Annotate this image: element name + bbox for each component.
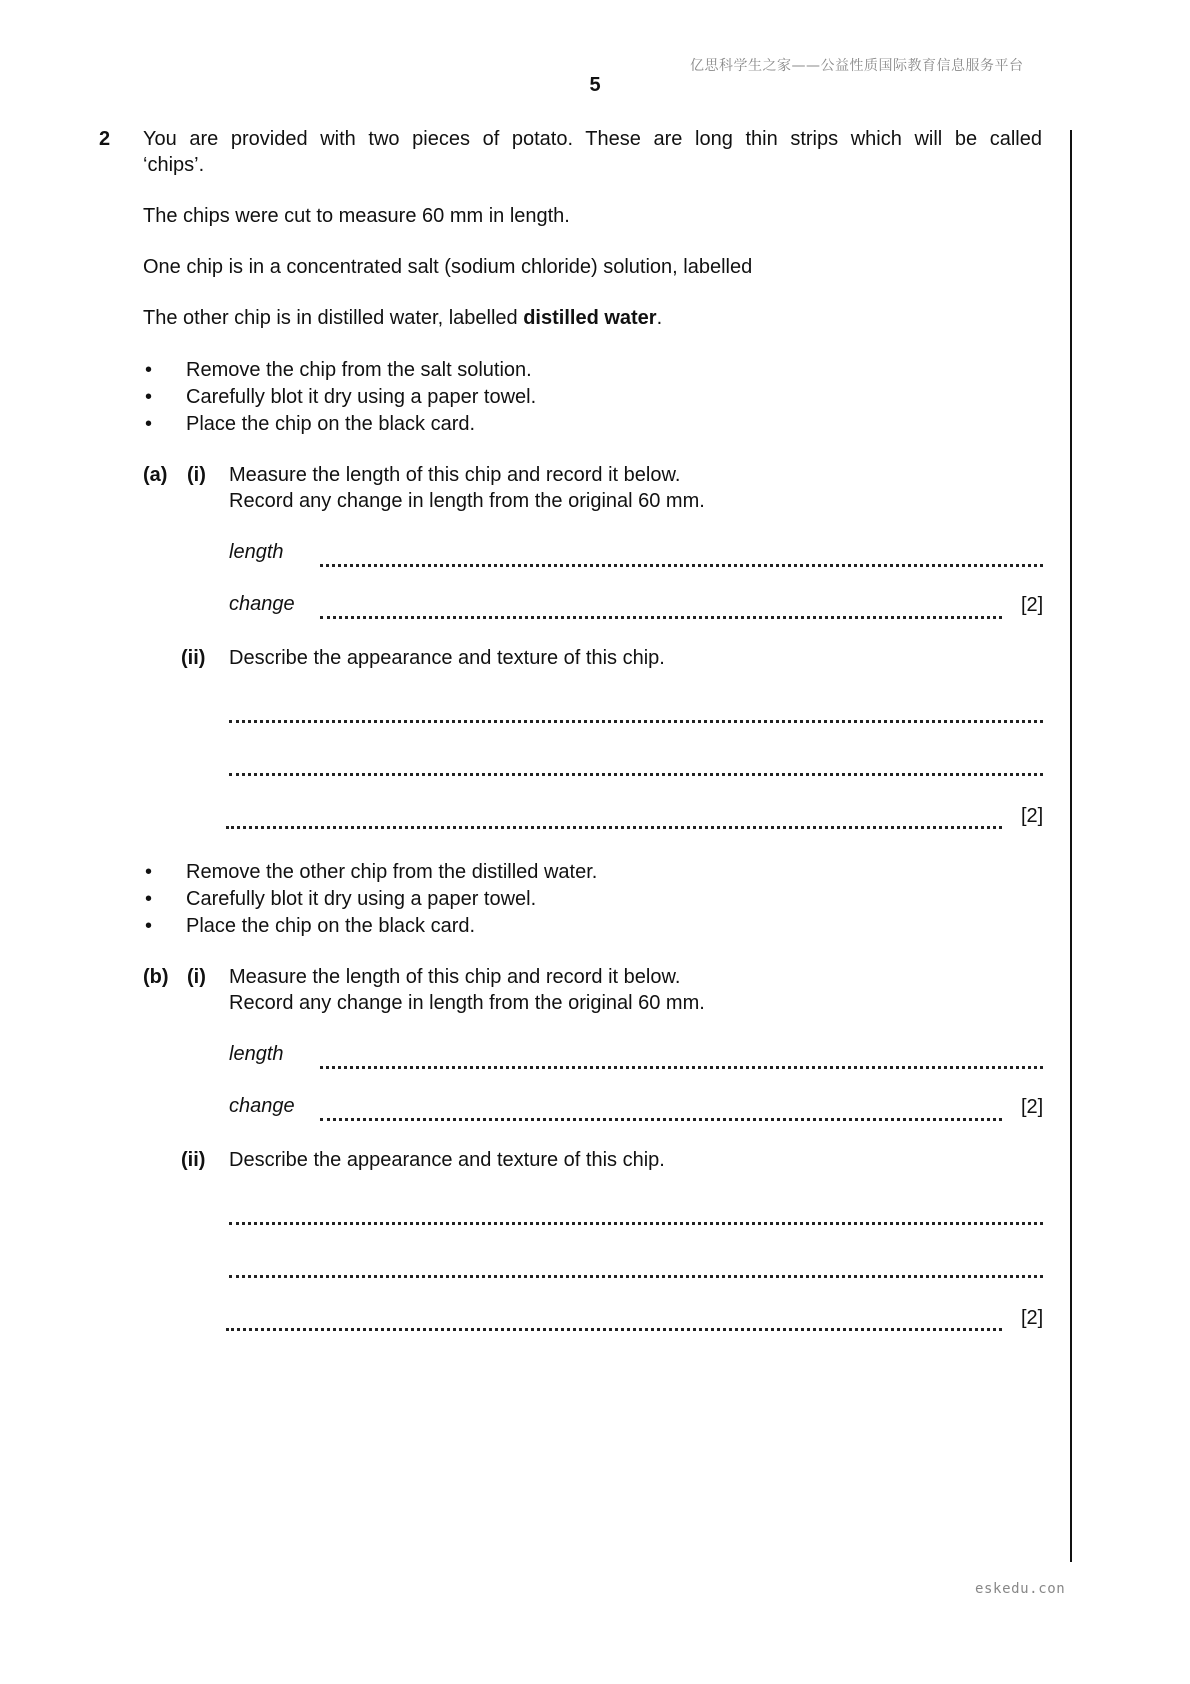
bullet-icon: • — [145, 386, 153, 408]
question-number: 2 — [99, 128, 111, 150]
bullet-a-3: Place the chip on the black card. — [186, 413, 476, 435]
part-a-ii-answer-line-3[interactable] — [226, 826, 1002, 829]
paragraph-chip-length: The chips were cut to measure 60 mm in length. — [143, 205, 570, 227]
question-intro-line2: ‘chips’. — [143, 154, 205, 176]
part-b-ii-answer-line-3[interactable] — [226, 1328, 1002, 1331]
part-b-ii-answer-line-1[interactable] — [229, 1222, 1043, 1225]
part-a-length-answer-line[interactable] — [320, 564, 1043, 567]
bullet-icon: • — [145, 359, 153, 381]
part-a-i-line1: Measure the length of this chip and record it below. — [229, 464, 681, 486]
part-b-change-answer-line[interactable] — [320, 1118, 1002, 1121]
distilled-water-label: distilled water — [523, 307, 657, 329]
part-a-i-line2: Record any change in length from the original 60 mm. — [229, 490, 705, 512]
footer-watermark: eskedu.con — [975, 1581, 1066, 1597]
question-intro-line1: You are provided with two pieces of potato. These are long thin strips which will be called — [143, 128, 1042, 150]
part-b-i-line1: Measure the length of this chip and record it below. — [229, 966, 681, 988]
distilled-water-suffix: . — [656, 307, 663, 329]
bullet-b-2: Carefully blot it dry using a paper towel. — [186, 888, 537, 910]
bullet-b-1: Remove the other chip from the distilled water. — [186, 861, 598, 883]
distilled-water-prefix: The other chip is in distilled water, labelled — [143, 307, 524, 329]
part-b-ii-marks: [2] — [1021, 1307, 1044, 1329]
part-a-ii-answer-line-1[interactable] — [229, 720, 1043, 723]
part-b-length-answer-line[interactable] — [320, 1066, 1043, 1069]
bullet-icon: • — [145, 413, 153, 435]
part-a-sub-i-label: (i) — [187, 464, 206, 486]
bullet-icon: • — [145, 888, 153, 910]
bullet-a-1: Remove the chip from the salt solution. — [186, 359, 532, 381]
part-a-label: (a) — [143, 464, 168, 486]
paragraph-distilled-water — [143, 305, 662, 331]
part-b-length-label: length — [229, 1043, 284, 1065]
bullet-icon: • — [145, 861, 153, 883]
part-a-change-label: change — [229, 593, 295, 615]
part-b-sub-i-label: (i) — [187, 966, 206, 988]
part-a-length-label: length — [229, 541, 284, 563]
part-a-i-marks: [2] — [1021, 594, 1044, 616]
bullet-icon: • — [145, 915, 153, 937]
part-b-i-line2: Record any change in length from the original 60 mm. — [229, 992, 705, 1014]
right-margin-line — [1070, 130, 1072, 1562]
bullet-b-3: Place the chip on the black card. — [186, 915, 476, 937]
part-b-change-label: change — [229, 1095, 295, 1117]
bullet-a-2: Carefully blot it dry using a paper towel. — [186, 386, 537, 408]
part-a-ii-marks: [2] — [1021, 805, 1044, 827]
part-a-ii-answer-line-2[interactable] — [229, 773, 1043, 776]
part-a-sub-ii-label: (ii) — [181, 647, 206, 669]
part-b-i-marks: [2] — [1021, 1096, 1044, 1118]
page-number: 5 — [589, 74, 601, 96]
part-b-label: (b) — [143, 966, 169, 988]
part-a-ii-text: Describe the appearance and texture of this chip. — [229, 647, 665, 669]
paragraph-salt-solution: One chip is in a concentrated salt (sodium chloride) solution, labelled — [143, 256, 753, 278]
part-b-ii-answer-line-2[interactable] — [229, 1275, 1043, 1278]
header-watermark: 亿思科学生之家——公益性质国际教育信息服务平台 — [690, 58, 1024, 74]
part-a-change-answer-line[interactable] — [320, 616, 1002, 619]
part-b-ii-text: Describe the appearance and texture of this chip. — [229, 1149, 665, 1171]
part-b-sub-ii-label: (ii) — [181, 1149, 206, 1171]
